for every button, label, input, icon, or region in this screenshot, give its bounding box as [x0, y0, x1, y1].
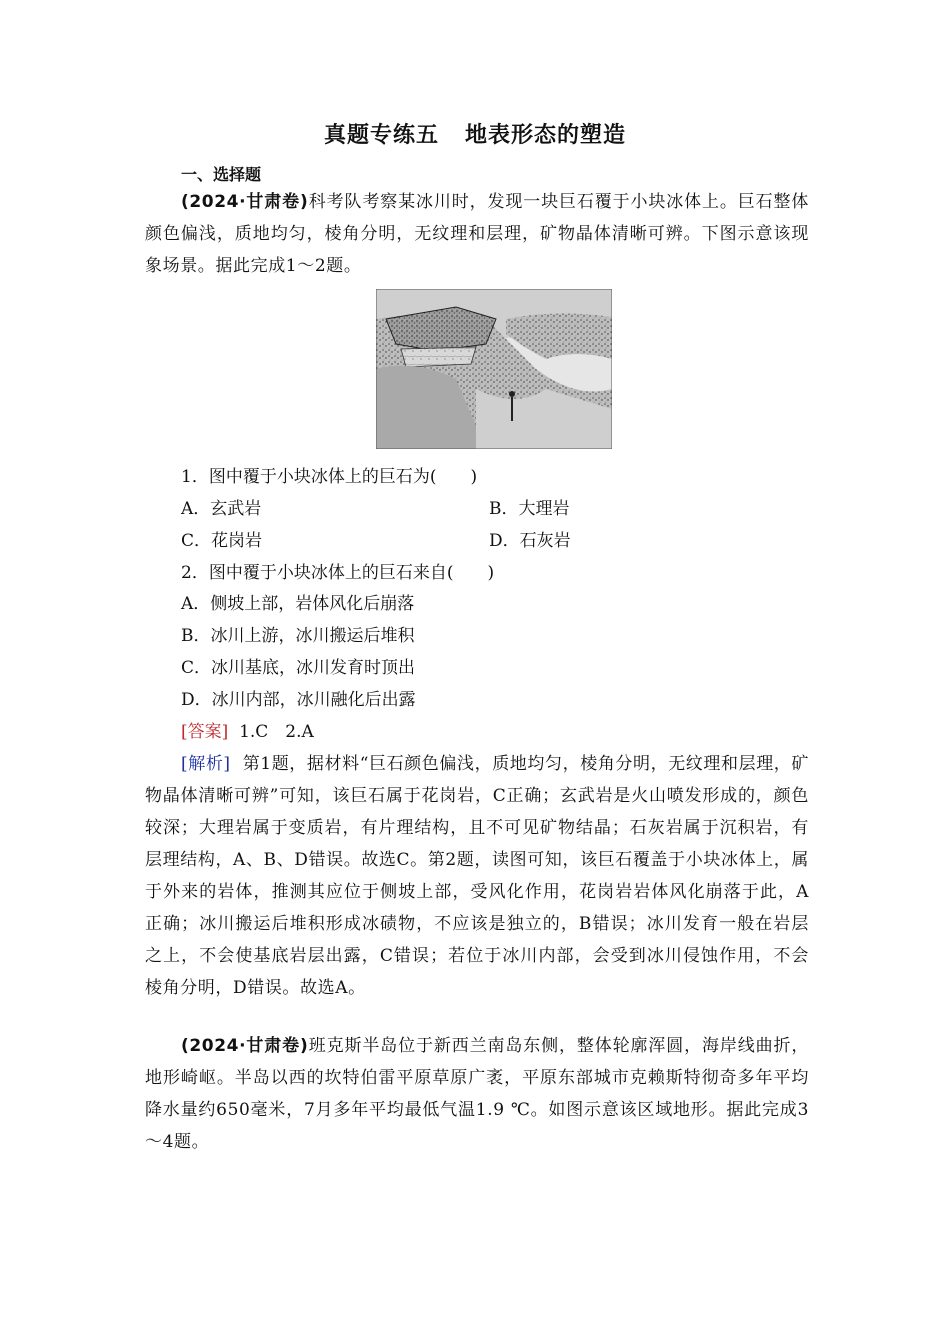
title-part-2: 地表形态的塑造	[465, 123, 627, 148]
source-tag-2: (2024·甘肃卷)	[181, 1036, 309, 1056]
title-part-1: 真题专练五	[323, 123, 439, 148]
intro-paragraph-2	[145, 1030, 809, 1158]
answer-text: 1.C 2.A	[239, 722, 314, 742]
source-tag: (2024·甘肃卷)	[181, 192, 309, 212]
analysis-paragraph	[145, 748, 809, 1004]
q2-stem: 2．图中覆于小块冰体上的巨石来自( )	[181, 563, 495, 583]
q2-option-a: A．侧坡上部，岩体风化后崩落	[181, 594, 415, 614]
analysis-label: [解析]	[181, 754, 231, 774]
q1-option-b: B．大理岩	[489, 499, 570, 519]
q1-option-a: A．玄武岩	[181, 499, 262, 519]
analysis-text: 第1题，据材料“巨石颜色偏浅，质地均匀，棱角分明，无纹理和层理，矿物晶体清晰可辨”可知，该巨石属于花岗岩，C正确；玄武岩是火山喷发形成的，颜色较深；大理岩属于变质岩，有片理结构，且不可见矿物结晶；石灰岩属于沉积岩，有层理结构，A、B、D错误。故选C。第2题，读图可知，该巨石覆盖于小块冰体上，属于外来的岩体，推测其应位于侧坡上部，受风化作用，花岗岩岩体风化崩落于此，A正确；冰川搬运后堆积形成冰碛物，不应该是独立的，B错误；冰川发育一般在岩层之上，不会使基底岩层出露，C错误；若位于冰川内部，会受到冰川侵蚀作用，不会棱角分明，D错误。故选A。	[145, 754, 809, 998]
q2-option-b: B．冰川上游，冰川搬运后堆积	[181, 626, 415, 646]
q1-stem: 1．图中覆于小块冰体上的巨石为( )	[181, 467, 478, 487]
intro-text-2: 班克斯半岛位于新西兰南岛东侧，整体轮廓浑圆，海岸线曲折，地形崎岖。半岛以西的坎特伯雷平原草原广袤，平原东部城市克赖斯特彻奇多年平均降水量约650毫米，7月多年平均最低气温1.9 ℃。如图示意该区域地形。据此完成3～4题。	[145, 1036, 809, 1152]
intro-text: 科考队考察某冰川时，发现一块巨石覆于小块冰体上。巨石整体颜色偏浅，质地均匀，棱角分明，无纹理和层理，矿物晶体清晰可辨。下图示意该现象场景。据此完成1～2题。	[145, 192, 809, 276]
glacier-boulder-photo	[376, 289, 612, 449]
section-heading: 一、选择题	[181, 165, 262, 184]
q2-option-c: C．冰川基底，冰川发育时顶出	[181, 658, 416, 678]
q2-option-d: D．冰川内部，冰川融化后出露	[181, 690, 416, 710]
page-title	[0, 118, 950, 149]
answer-label: [答案]	[181, 722, 229, 742]
q1-option-d: D．石灰岩	[489, 531, 571, 551]
answer-line	[181, 716, 314, 748]
q1-option-c: C．花岗岩	[181, 531, 263, 551]
intro-paragraph-1	[145, 186, 809, 282]
